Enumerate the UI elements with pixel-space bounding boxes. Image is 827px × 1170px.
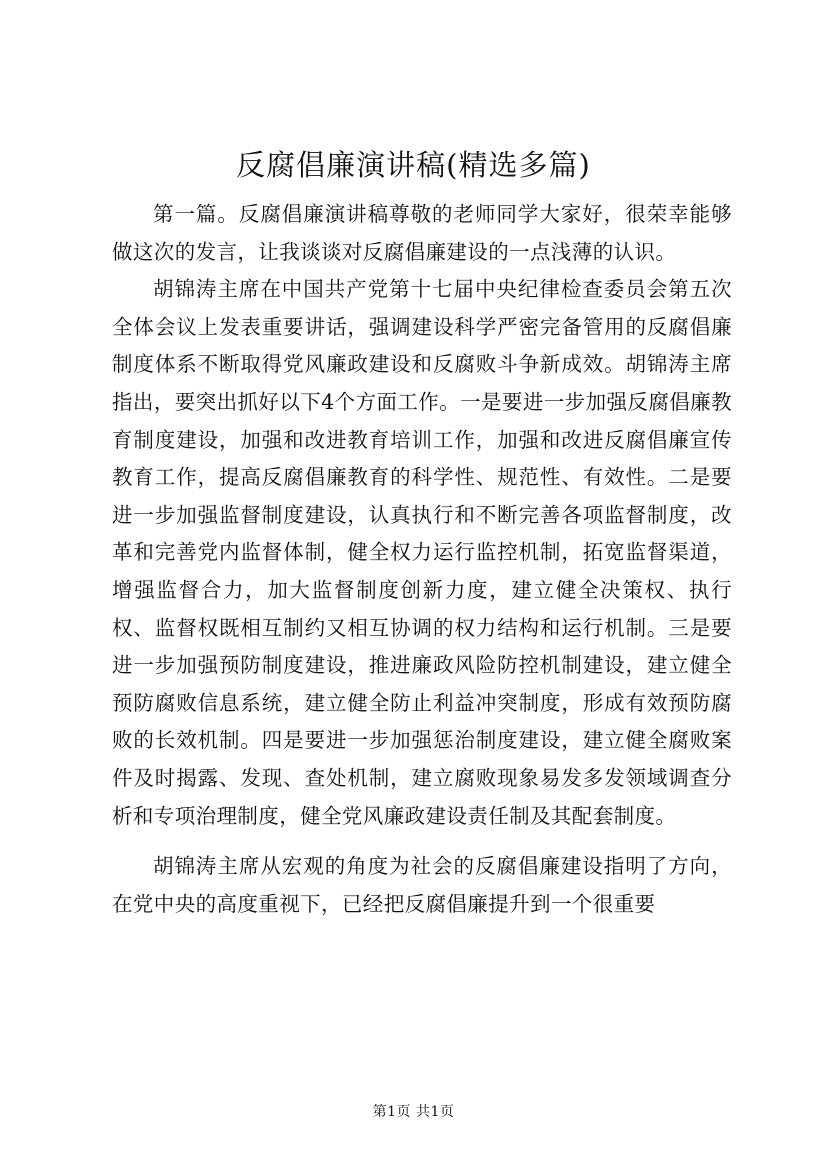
paragraph-3: 胡锦涛主席从宏观的角度为社会的反腐倡廉建设指明了方向，在党中央的高度重视下，已经把反腐倡廉提升到一个很重要 [112, 854, 732, 916]
paragraph-1: 第一篇。反腐倡廉演讲稿尊敬的老师同学大家好，很荣幸能够做这次的发言，让我谈谈对反腐倡廉建设的一点浅薄的认识。 [112, 202, 732, 264]
paragraph-2: 胡锦涛主席在中国共产党第十七届中央纪律检查委员会第五次全体会议上发表重要讲话，强调建设科学严密完备管用的反腐倡廉制度体系不断取得党风廉政建设和反腐败斗争新成效。胡锦涛主席指出，要突出抓好以下4个方面工作。一是要进一步加强反腐倡廉教育制度建设，加强和改进教育培训工作，加强和改进反腐倡廉宣传教育工作，提高反腐倡廉教育的科学性、规范性、有效性。二是要进一步加强监督制度建设，认真执行和不断完善各项监督制度，改革和完善党内监督体制，健全权力运行监控机制，拓宽监督渠道，增强监督合力，加大监督制度创新力度，建立健全决策权、执行权、监督权既相互制约又相互协调的权力结构和运行机制。三是要进一步加强预防制度建设，推进廉政风险防控机制建设，建立健全预防腐败信息系统，建立健全防止利益冲突制度，形成有效预防腐败的长效机制。四是要进一步加强惩治制度建设，建立健全腐败案件及时揭露、发现、查处机制，建立腐败现象易发多发领域调查分析和专项治理制度，健全党风廉政建设责任制及其配套制度。 [112, 277, 732, 828]
page-footer: 第1页 共1页 [372, 1104, 455, 1120]
document-body [112, 196, 732, 923]
document-title: 反腐倡廉演讲稿(精选多篇) [236, 148, 591, 182]
